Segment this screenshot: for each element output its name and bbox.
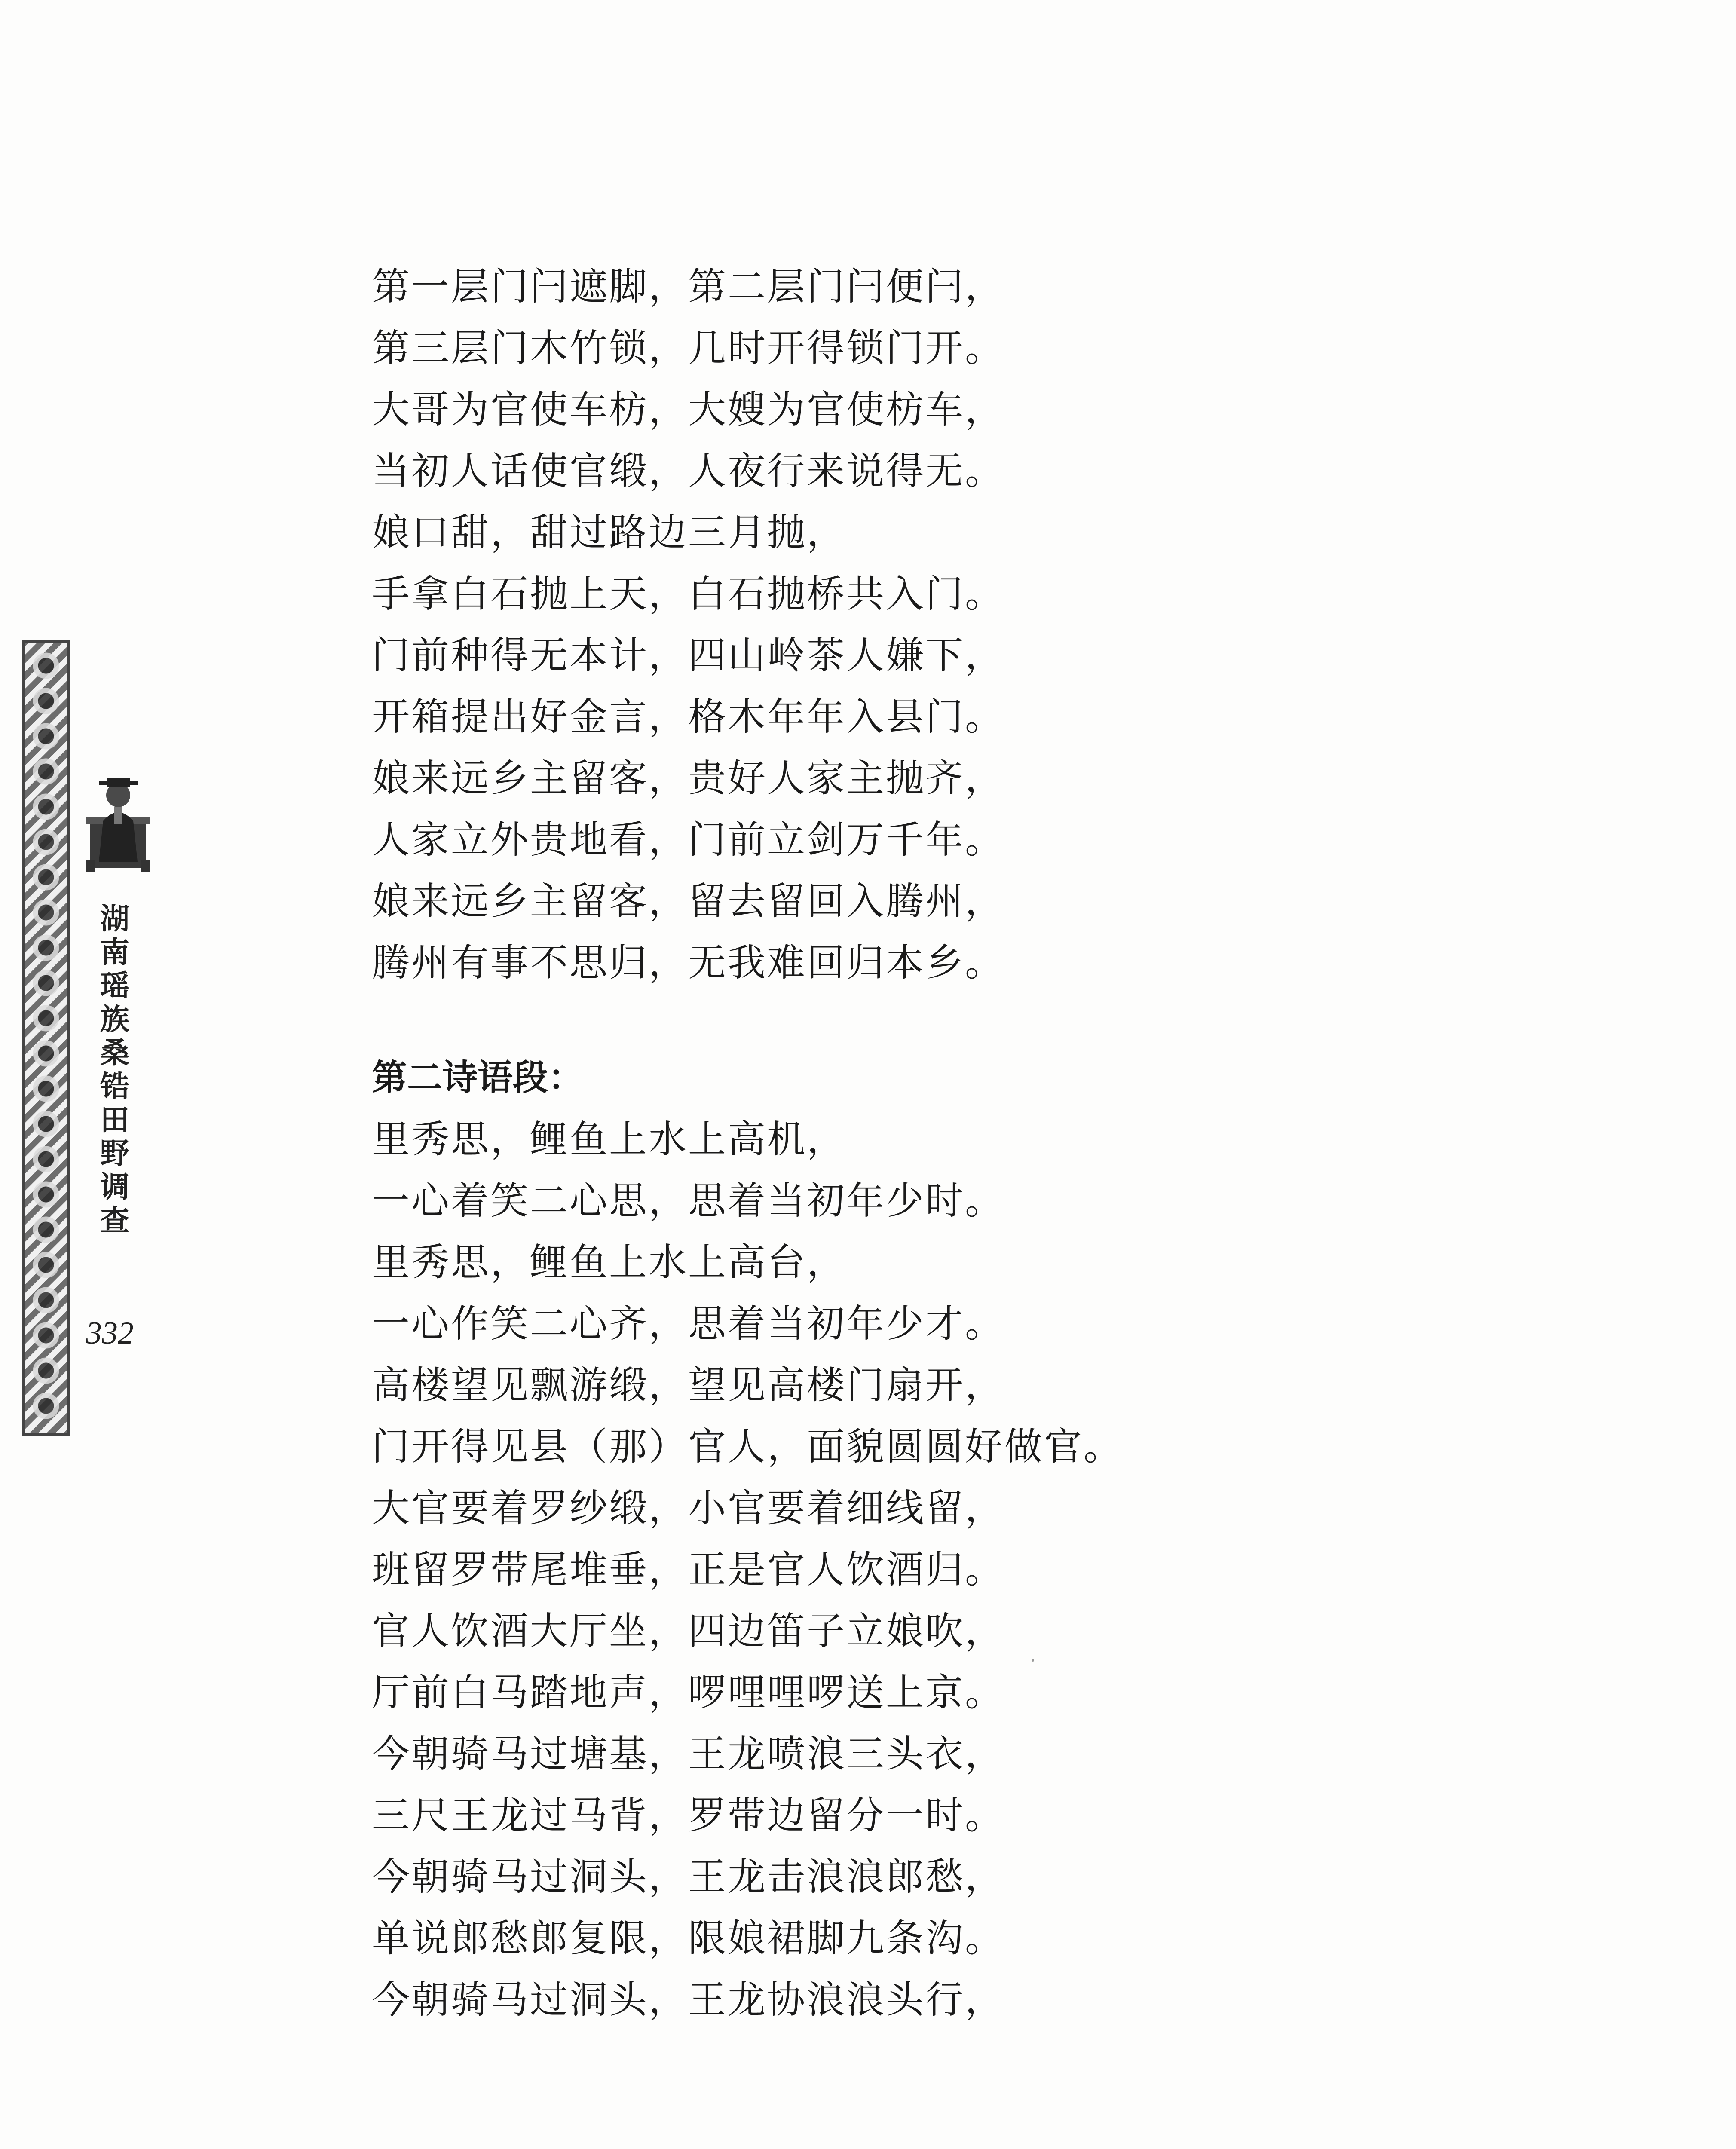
poem-line: 今朝骑马过洞头，王龙协浪浪头行， <box>372 1978 1005 2022</box>
poem-line: 第一层门闩遮脚，第二层门闩便闩， <box>372 264 1005 309</box>
poem-line: 手拿白石抛上天，白石抛桥共入门。 <box>372 572 1005 616</box>
poem-line: 人家立外贵地看，门前立剑万千年。 <box>372 817 1005 862</box>
poem-content <box>372 256 1618 2030</box>
poem-line: 门开得见县（那）官人，面貌圆圆好做官。 <box>372 1424 1124 1469</box>
poem-line: 一心作笑二心齐，思着当初年少才。 <box>372 1301 1005 1346</box>
poem-line: 开箱提出好金言，格木年年入县门。 <box>372 695 1005 739</box>
page-number: 332 <box>86 1316 134 1351</box>
poem-line: 大哥为官使车枋，大嫂为官使枋车， <box>372 387 1005 432</box>
seated-official-figure-icon <box>73 756 163 872</box>
section-spacer <box>372 993 1618 1047</box>
poem-line: 里秀思，鲤鱼上水上高台， <box>372 1240 847 1284</box>
poem-line: 当初人话使官缎，人夜行来说得无。 <box>372 449 1005 493</box>
scan-speck <box>1032 1659 1034 1662</box>
running-title: 湖南瑶族桑锆田野调查 <box>100 902 129 1238</box>
poem-line: 班留罗带尾堆垂，正是官人饮酒归。 <box>372 1547 1005 1592</box>
poem-line: 厅前白马踏地声，啰哩哩啰送上京。 <box>372 1670 1005 1714</box>
poem-line: 今朝骑马过塘基，王龙喷浪三头衣， <box>372 1732 1005 1776</box>
stanza-one <box>372 256 1618 993</box>
poem-line: 三尺王龙过马背，罗带边留分一时。 <box>372 1793 1005 1837</box>
poem-line: 大官要着罗纱缎，小官要着细线留， <box>372 1486 1005 1530</box>
poem-line: 娘来远乡主留客，贵好人家主抛齐， <box>372 756 1005 800</box>
poem-line: 今朝骑马过洞头，王龙击浪浪郎愁， <box>372 1855 1005 1899</box>
poem-line: 娘口甜，甜过路边三月抛， <box>372 510 847 554</box>
poem-line: 娘来远乡主留客，留去留回入腾州， <box>372 879 1005 923</box>
poem-line: 官人饮酒大厅坐，四边笛子立娘吹， <box>372 1609 1005 1653</box>
poem-line: 高楼望见飘游缎，望见高楼门扇开， <box>372 1363 1005 1407</box>
decorative-border-band <box>22 640 70 1436</box>
poem-line: 里秀思，鲤鱼上水上高机， <box>372 1117 847 1161</box>
poem-line: 门前种得无本计，四山岭茶人嫌下， <box>372 633 1005 677</box>
stanza-two <box>372 1108 1618 2030</box>
poem-line: 腾州有事不思归，无我难回归本乡。 <box>372 940 1005 985</box>
poem-line: 一心着笑二心思，思着当初年少时。 <box>372 1179 1005 1223</box>
poem-line: 单说郎愁郎复限，限娘裙脚九条沟。 <box>372 1916 1005 1960</box>
section-heading: 第二诗语段： <box>372 1057 584 1098</box>
poem-line: 第三层门木竹锁，几时开得锁门开。 <box>372 326 1005 370</box>
